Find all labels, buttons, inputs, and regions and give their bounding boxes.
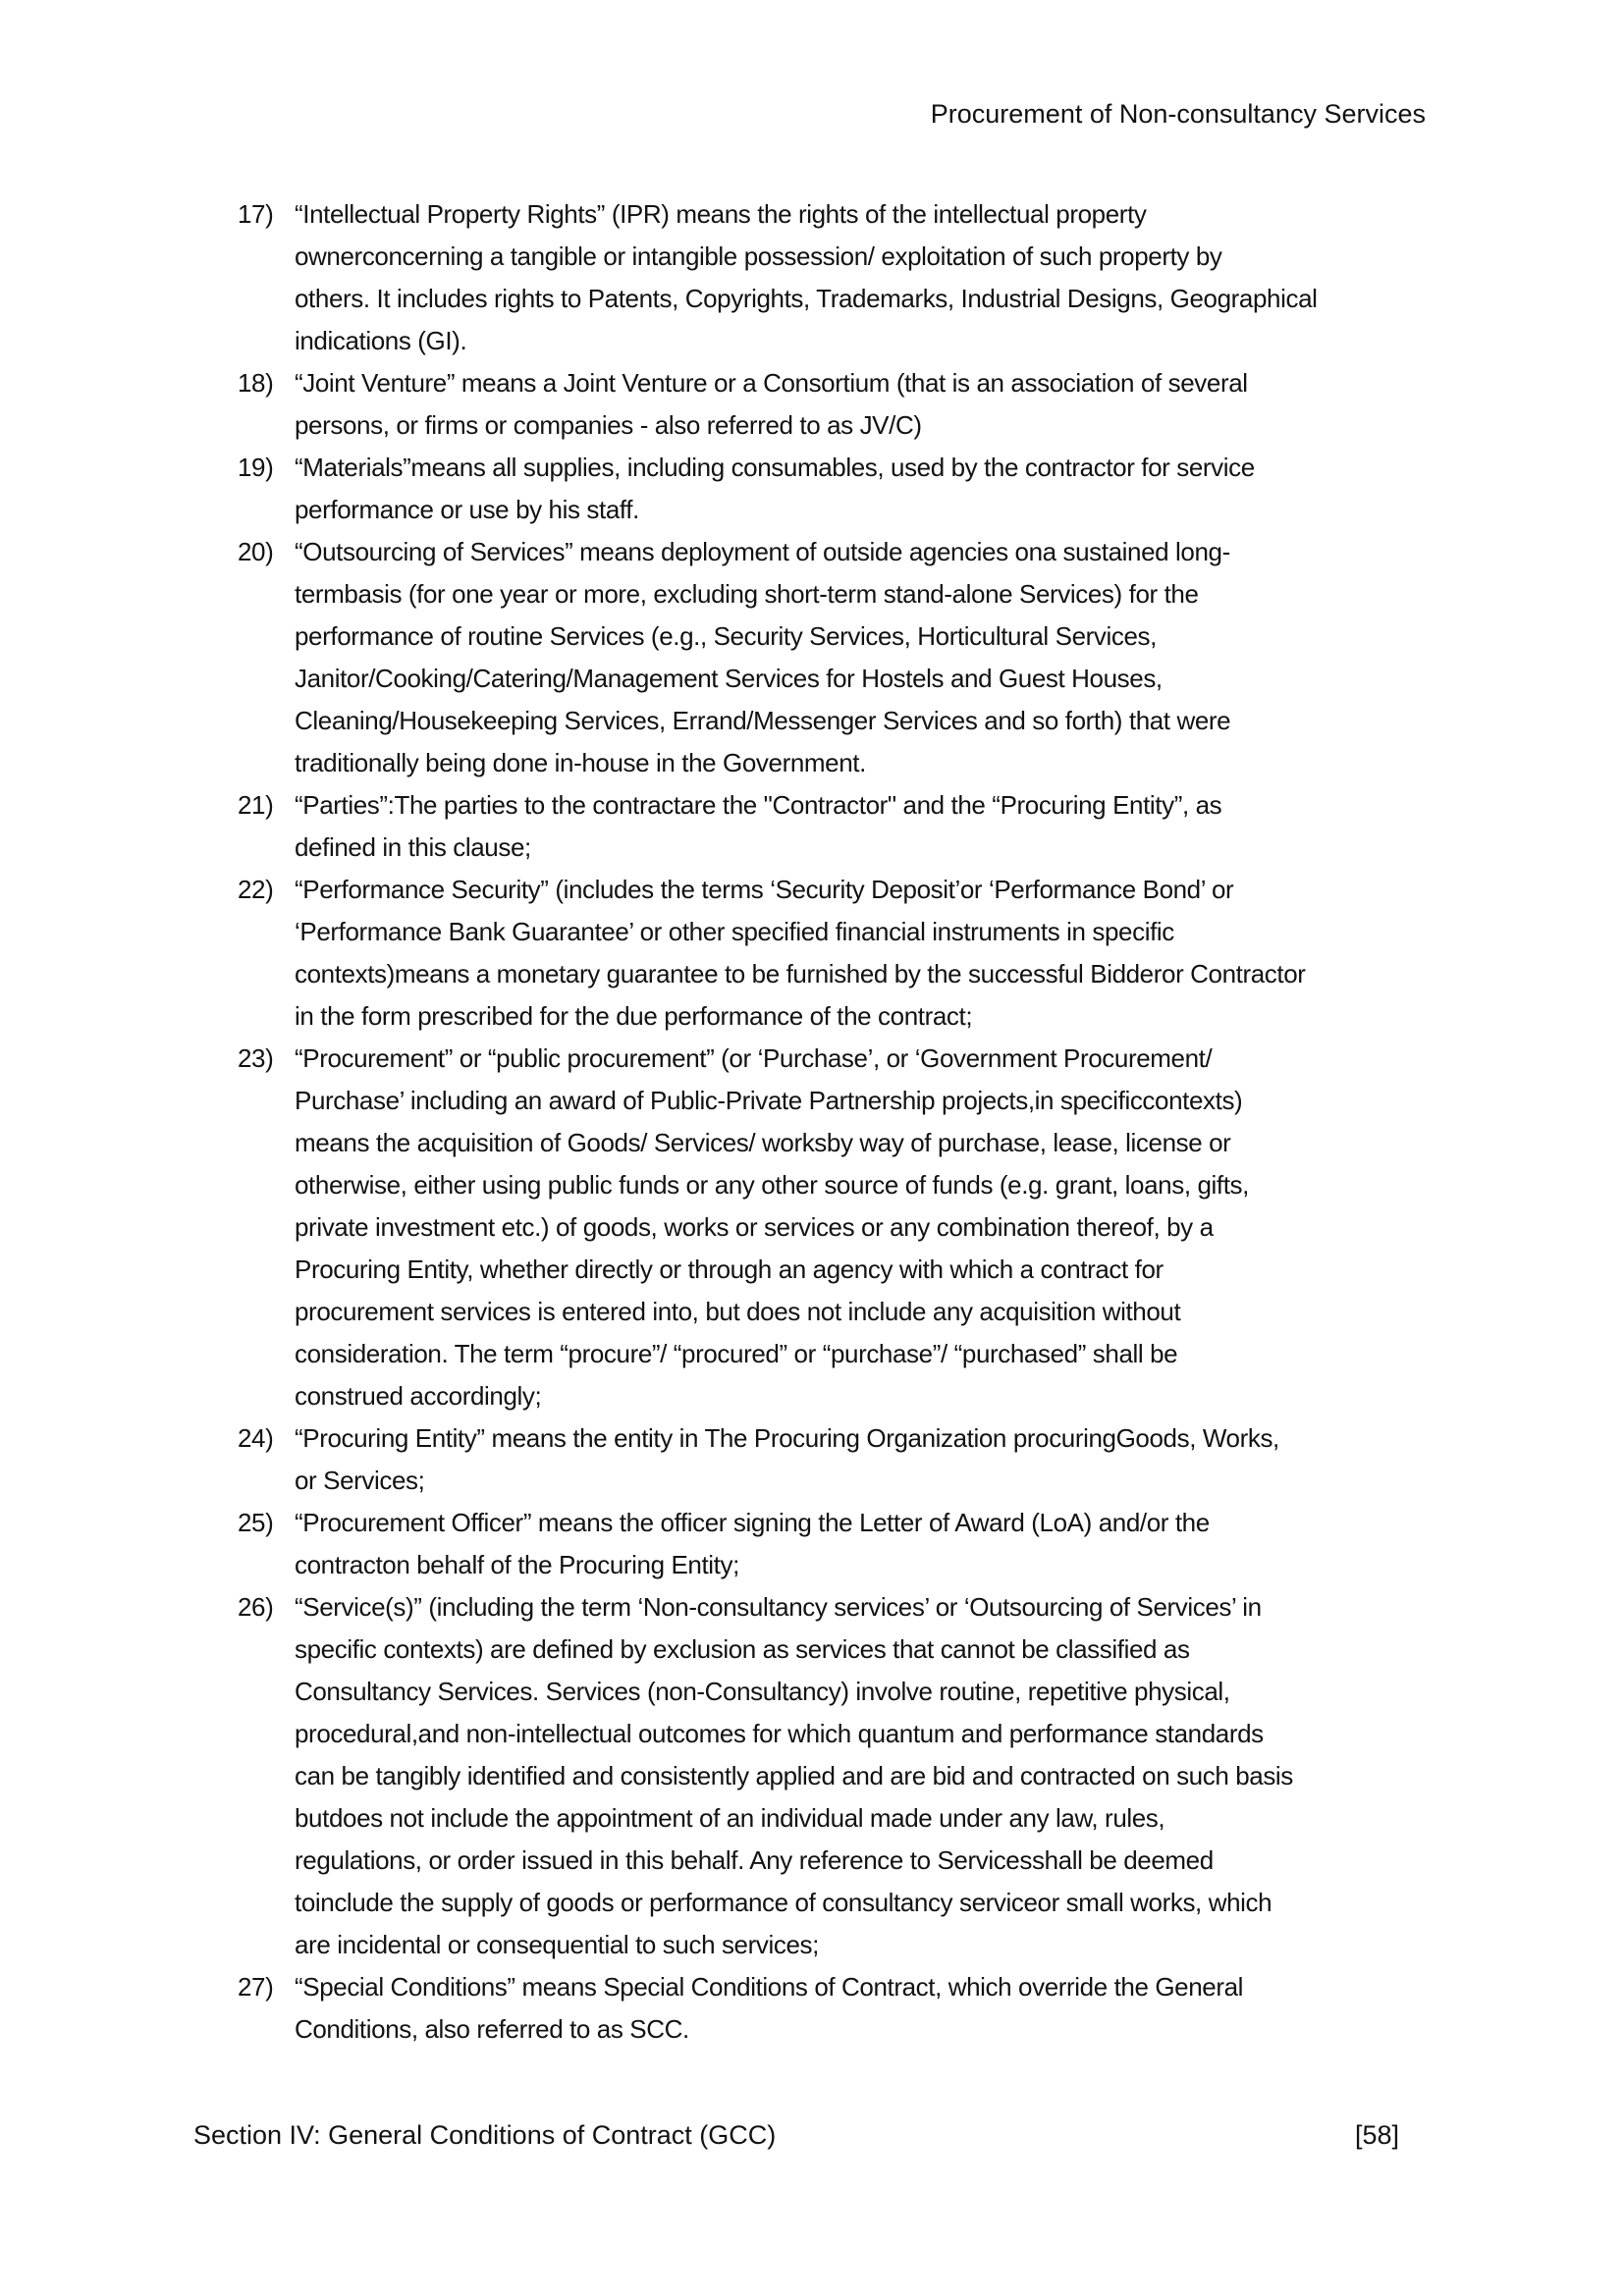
definition-text-line: “Special Conditions” means Special Conditions of Contract, which override the General	[295, 1972, 1244, 2002]
definition-number: 27)	[238, 1972, 274, 2002]
definition-text-line: “Outsourcing of Services” means deployment of outside agencies ona sustained long-	[295, 537, 1230, 566]
definition-text-line: or Services;	[295, 1466, 425, 1495]
definition-text-line: performance of routine Services (e.g., Security Services, Horticultural Services,	[295, 621, 1157, 651]
definition-item	[238, 1038, 1514, 1417]
definition-number: 18)	[238, 368, 274, 398]
definition-item	[238, 193, 1514, 362]
definition-text	[295, 1038, 1249, 1417]
definition-item	[238, 1586, 1514, 1966]
definition-text-line: defined in this clause;	[295, 832, 531, 862]
definition-item	[238, 531, 1514, 784]
definition-text	[295, 1966, 1243, 2051]
definition-item	[238, 362, 1514, 447]
definition-item	[238, 1502, 1514, 1586]
definition-text	[295, 193, 1318, 362]
definition-number: 20)	[238, 537, 274, 566]
definition-text-line: toinclude the supply of goods or performance of consultancy serviceor small works, which	[295, 1888, 1272, 1917]
definition-text-line: “Procurement Officer” means the officer signing the Letter of Award (LoA) and/or the	[295, 1508, 1210, 1537]
definition-text-line: regulations, or order issued in this behalf. Any reference to Servicesshall be deemed	[295, 1845, 1214, 1875]
definition-item	[238, 1966, 1514, 2051]
page-header	[931, 98, 1426, 131]
definition-text-line: indications (GI).	[295, 326, 467, 355]
definition-text-line: butdoes not include the appointment of an individual made under any law, rules,	[295, 1803, 1165, 1833]
definition-text-line: means the acquisition of Goods/ Services/ worksby way of purchase, lease, license or	[295, 1128, 1231, 1157]
definition-text	[295, 869, 1306, 1038]
definition-text-line: construed accordingly;	[295, 1381, 542, 1411]
definition-text	[295, 784, 1221, 869]
definition-text-line: private investment etc.) of goods, works or services or any combination thereof, by a	[295, 1212, 1214, 1242]
definition-text-line: procedural,and non-intellectual outcomes for which quantum and performance standards	[295, 1719, 1264, 1748]
definition-text-line: “Materials”means all supplies, including consumables, used by the contractor for service	[295, 453, 1255, 482]
definition-number: 21)	[238, 790, 274, 820]
definition-text-line: contracton behalf of the Procuring Entity;	[295, 1550, 739, 1579]
definition-text-line: otherwise, either using public funds or any other source of funds (e.g. grant, loans, gifts,	[295, 1170, 1249, 1200]
definition-text-line: contexts)means a monetary guarantee to be furnished by the successful Bidderor Contractor	[295, 959, 1306, 988]
definition-number: 24)	[238, 1423, 274, 1453]
definition-item	[238, 784, 1514, 869]
definition-text-line: termbasis (for one year or more, excluding short-term stand-alone Services) for the	[295, 579, 1199, 609]
definition-text-line: “Intellectual Property Rights” (IPR) means the rights of the intellectual property	[295, 199, 1147, 229]
definition-text-line: “Performance Security” (includes the terms ‘Security Deposit’or ‘Performance Bond’ or	[295, 875, 1234, 904]
definition-text-line: persons, or firms or companies - also referred to as JV/C)	[295, 410, 922, 440]
definition-text-line: Conditions, also referred to as SCC.	[295, 2014, 689, 2044]
definition-text	[295, 1417, 1279, 1502]
definition-text-line: consideration. The term “procure”/ “procured” or “purchase”/ “purchased” shall be	[295, 1339, 1178, 1368]
definition-number: 23)	[238, 1043, 274, 1073]
definition-item	[238, 869, 1514, 1038]
definition-number: 17)	[238, 199, 274, 229]
definition-item	[238, 1417, 1514, 1502]
definition-text-line: “Parties”:The parties to the contractare the "Contractor" and the “Procuring Entity”, as	[295, 790, 1222, 820]
definition-text-line: Procuring Entity, whether directly or through an agency with which a contract for	[295, 1255, 1164, 1284]
definition-text-line: in the form prescribed for the due performance of the contract;	[295, 1001, 973, 1031]
definition-text	[295, 1502, 1210, 1586]
definition-text-line: Purchase’ including an award of Public-Private Partnership projects,in specificcontexts)	[295, 1086, 1243, 1115]
definition-text-line: Cleaning/Housekeeping Services, Errand/Messenger Services and so forth) that were	[295, 706, 1231, 735]
definition-text-line: specific contexts) are defined by exclusion as services that cannot be classified as	[295, 1634, 1190, 1664]
definition-number: 19)	[238, 453, 274, 482]
definition-text-line: ownerconcerning a tangible or intangible possession/ exploitation of such property by	[295, 241, 1222, 271]
definition-number: 22)	[238, 875, 274, 904]
definition-text-line: procurement services is entered into, but does not include any acquisition without	[295, 1297, 1181, 1326]
page-footer	[193, 2118, 1399, 2152]
definition-text	[295, 447, 1255, 531]
definition-item	[238, 447, 1514, 531]
definition-text-line: “Procurement” or “public procurement” (or ‘Purchase’, or ‘Government Procurement/	[295, 1043, 1213, 1073]
definition-text-line: can be tangibly identified and consistently applied and are bid and contracted on such basis	[295, 1761, 1293, 1790]
definition-number: 26)	[238, 1592, 274, 1622]
definition-text-line: are incidental or consequential to such services;	[295, 1930, 819, 1959]
definition-text	[295, 1586, 1293, 1966]
definitions-list	[238, 193, 1514, 2051]
definition-text	[295, 362, 1248, 447]
definition-text-line: “Procuring Entity” means the entity in The Procuring Organization procuringGoods, Works,	[295, 1423, 1279, 1453]
definition-text-line: ‘Performance Bank Guarantee’ or other specified financial instruments in specific	[295, 917, 1174, 946]
definition-text	[295, 531, 1230, 784]
header-title: Procurement of Non-consultancy Services	[930, 99, 1426, 129]
definition-number: 25)	[238, 1508, 274, 1537]
definition-text-line: Janitor/Cooking/Catering/Management Services for Hostels and Guest Houses,	[295, 664, 1163, 693]
definition-text-line: Consultancy Services. Services (non-Consultancy) involve routine, repetitive physical,	[295, 1677, 1230, 1706]
definition-text-line: performance or use by his staff.	[295, 495, 639, 524]
definition-text-line: “Joint Venture” means a Joint Venture or a Consortium (that is an association of several	[295, 368, 1248, 398]
definition-text-line: others. It includes rights to Patents, Copyrights, Trademarks, Industrial Designs, Geographical	[295, 284, 1318, 313]
definition-text-line: traditionally being done in-house in the Government.	[295, 748, 866, 777]
definition-text-line: “Service(s)” (including the term ‘Non-consultancy services’ or ‘Outsourcing of Services’ in	[295, 1592, 1262, 1622]
footer-page-number: [58]	[1354, 2120, 1399, 2150]
footer-section-title: Section IV: General Conditions of Contract (GCC)	[193, 2120, 777, 2150]
